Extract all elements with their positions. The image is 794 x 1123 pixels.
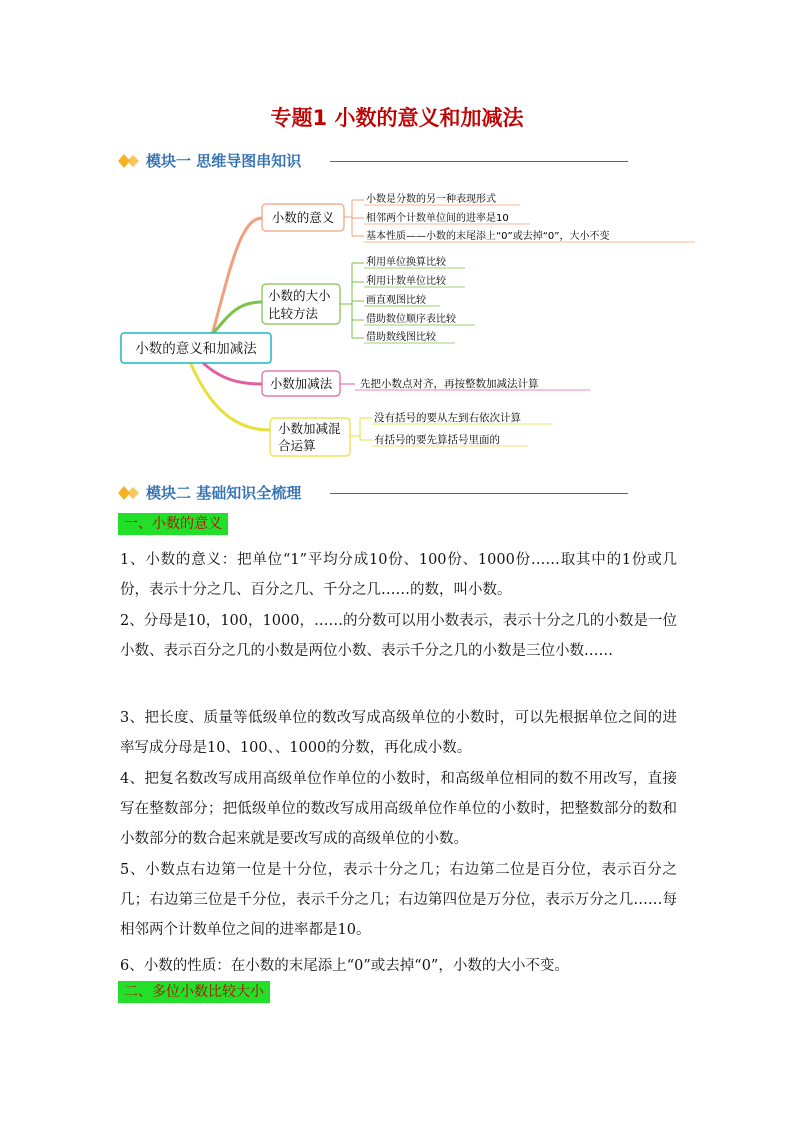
paragraph-1: 1、小数的意义：把单位“1”平均分成10份、100份、1000份……取其中的1份或几份，表示十分之几、百分之几、千分之几……的数，叫小数。 (120, 552, 677, 598)
section-heading-meaning: 一、小数的意义 (118, 513, 228, 535)
leaf-compare-5: 借助数线图比较 (366, 332, 436, 343)
module-two-title: 模块二 基础知识全梳理 (146, 484, 302, 502)
paragraph-3: 3、把长度、质量等低级单位的数改写成高级单位的小数时，可以先根据单位之间的进率写成分母是10、100、、1000的分数，再化成小数。 (120, 710, 677, 756)
divider-line (330, 493, 628, 494)
leaf-compare-4: 借助数位顺序表比较 (366, 314, 456, 325)
module-two-heading (118, 482, 628, 504)
double-diamond-icon (118, 486, 142, 500)
paragraph-6: 6、小数的性质：在小数的末尾添上“0”或去掉“0”，小数的大小不变。 (120, 958, 569, 974)
mind-map-branch-meaning (262, 192, 695, 242)
leaf-meaning-2: 相邻两个计数单位间的进率是10 (366, 213, 509, 224)
leaf-compare-2: 利用计数单位比较 (366, 276, 446, 287)
svg-text:小数的意义: 小数的意义 (271, 210, 335, 225)
svg-text:小数的意义和加减法: 小数的意义和加减法 (135, 341, 257, 357)
leaf-mixed-2: 有括号的要先算括号里面的 (374, 434, 500, 446)
leaf-mixed-1: 没有括号的要从左到右依次计算 (374, 412, 521, 424)
svg-text:合运算: 合运算 (278, 438, 316, 453)
svg-text:比较方法: 比较方法 (268, 306, 319, 321)
mind-map-root (121, 333, 271, 363)
mind-map-branch-compare (262, 255, 475, 343)
mind-map (0, 0, 794, 480)
paragraph-2: 2、分母是10，100，1000，……的分数可以用小数表示，表示十分之几的小数是一位小数、表示百分之几的小数是两位小数、表示千分之几的小数是三位小数…… (120, 613, 677, 659)
paragraph-4: 4、把复名数改写成用高级单位作单位的小数时，和高级单位相同的数不用改写，直接写在整数部分；把低级单位的数改写成用高级单位作单位的小数时，把整数部分的数和小数部分的数合起来就是要改写成的高级单位的小数。 (120, 771, 677, 847)
mind-map-branch-mixed (270, 411, 552, 456)
leaf-add-subtract-1: 先把小数点对齐，再按整数加减法计算 (360, 378, 539, 390)
page-title: 专题1 小数的意义和加减法 (270, 106, 524, 130)
leaf-meaning-1: 小数是分数的另一种表现形式 (366, 194, 496, 205)
paragraph-5: 5、小数点右边第一位是十分位，表示十分之几；右边第二位是百分位，表示百分之几；右边第三位是千分位，表示千分之几；右边第四位是万分位，表示万分之几……每相邻两个计数单位之间的进率都是10。 (120, 862, 677, 938)
svg-text:小数的大小: 小数的大小 (268, 288, 331, 303)
svg-text:小数加减法: 小数加减法 (269, 376, 333, 391)
section-heading-compare: 二、多位小数比较大小 (118, 981, 270, 1003)
leaf-meaning-3: 基本性质——小数的末尾添上“0”或去掉“0”，大小不变 (366, 231, 610, 242)
mind-map-branch-add-subtract (262, 371, 590, 396)
module-one-title: 模块一 思维导图串知识 (146, 152, 302, 170)
leaf-compare-1: 利用单位换算比较 (366, 257, 446, 268)
leaf-compare-3: 画直观图比较 (366, 295, 426, 306)
svg-text:小数加减混: 小数加减混 (278, 421, 341, 436)
